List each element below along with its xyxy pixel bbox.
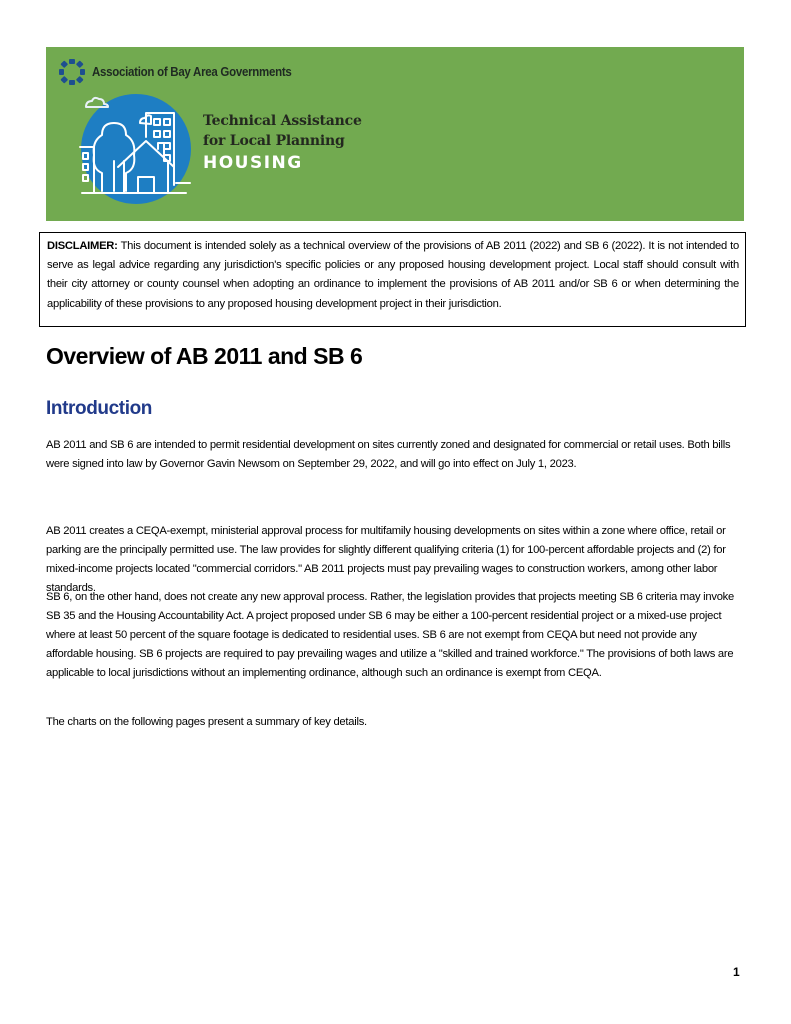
housing-emblem-icon [76, 87, 196, 207]
program-line-1: Technical Assistance [203, 113, 362, 129]
abag-ring-logo-icon [58, 58, 86, 86]
disclaimer-box [39, 232, 746, 327]
org-name: Association of Bay Area Governments [92, 65, 292, 79]
program-topic: HOUSING [203, 153, 303, 173]
paragraph-intro: AB 2011 and SB 6 are intended to permit residential development on sites currently zoned and designated for commercial or retail uses. Both bills were signed into law by Governor Gavin Newsom on September 29, 2022, and will go into effect on July 1, 2023. [46, 439, 731, 470]
page-title: Overview of AB 2011 and SB 6 [46, 343, 363, 369]
header-banner [46, 47, 744, 221]
program-title [203, 111, 362, 173]
paragraph-sb6: SB 6, on the other hand, does not create any new approval process. Rather, the legislation provides that projects meeting SB 6 criteria may invoke SB 35 and the Housing Accountability Act. A project proposed under SB 6 may be either a 100-percent residential project or a mixed-use project where at least 50 percent of the square footage is dedicated to residential uses. SB 6 are not exempt from CEQA but need not provide any affordable housing. SB 6 projects are required to pay prevailing wages and utilize a "skilled and trained workforce." The provisions of both laws are applicable to local jurisdictions without an implementing ordinance, although such an ordinance is exempt from CEQA. [46, 591, 734, 679]
abag-logo [58, 58, 309, 86]
disclaimer-label: DISCLAIMER: [47, 240, 118, 252]
section-heading-introduction: Introduction [46, 398, 153, 419]
disclaimer-text: This document is intended solely as a technical overview of the provisions of AB 2011 (2022) and SB 6 (2022). It is not intended to serve as legal advice regarding any jurisdiction's specific policies or any proposed housing development project. Local staff should consult with their city attorney or county counsel when adopting an ordinance to implement the provisions of AB 2011 and/or SB 6 or when determining the applicability of these provisions to any proposed housing development project in their jurisdiction. [47, 240, 739, 310]
page-number: 1 [733, 965, 740, 979]
paragraph-charts-note: The charts on the following pages present a summary of key details. [46, 716, 367, 728]
program-line-2: for Local Planning [203, 133, 345, 149]
paragraph-ab2011: AB 2011 creates a CEQA-exempt, ministerial approval process for multifamily housing developments on sites within a zone where office, retail or parking are the principally permitted use. The law provides for slightly different qualifying criteria (1) for 100-percent affordable projects and (2) for mixed-income projects located "commercial corridors." AB 2011 projects must pay prevailing wages to construction workers, among other labor standards. [46, 525, 726, 594]
